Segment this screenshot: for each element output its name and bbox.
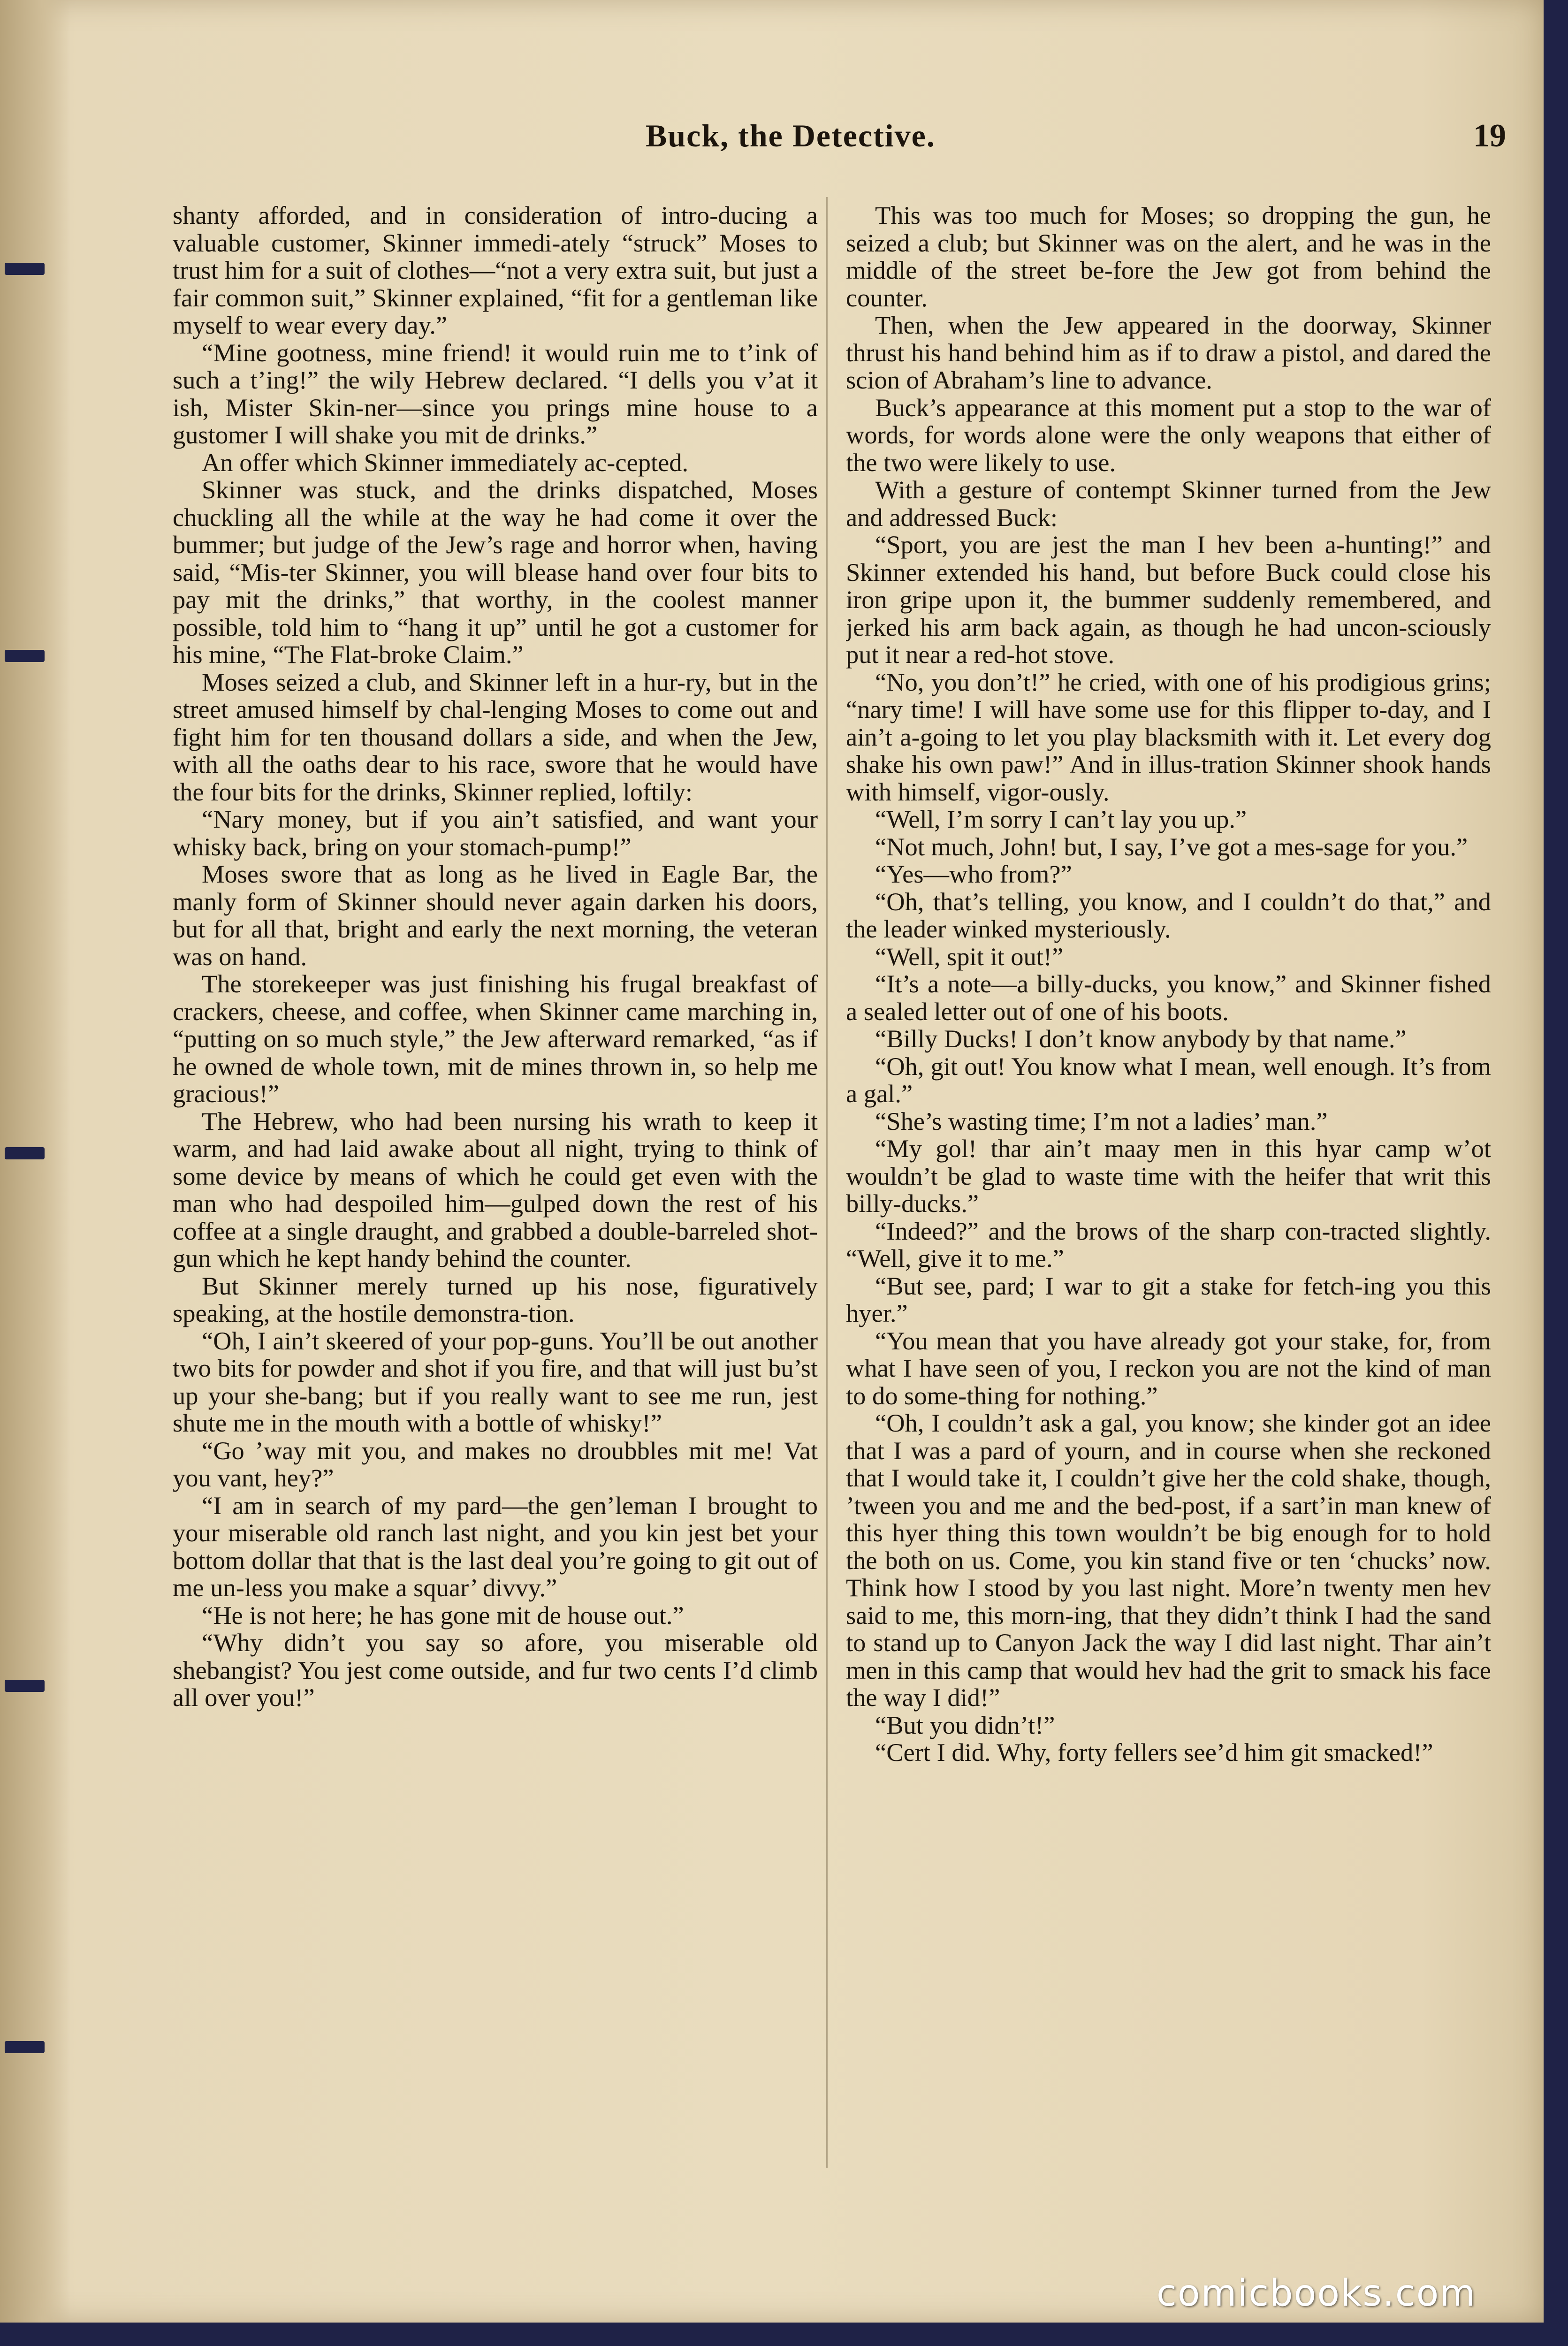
right-column — [846, 202, 1491, 2172]
paragraph: “You mean that you have already got your stake, for, from what I have seen of you, I reckon you are not the kind of man to do some-thing for nothing.” — [846, 1326, 1491, 1410]
paragraph: “Nary money, but if you ain’t satisfied, and want your whisky back, bring on your stomach-pump!” — [173, 805, 818, 861]
paragraph: The Hebrew, who had been nursing his wrath to keep it warm, and had laid awake about all night, trying to think of some device by means of which he could get even with the man who had despoiled him—gulped down the rest of his coffee at a single draught, and grabbed a double-barreled shot-gun which he kept handy behind the counter. — [173, 1106, 818, 1272]
paragraph: “Oh, git out! You know what I mean, well enough. It’s from a gal.” — [846, 1051, 1491, 1108]
paragraph: “But you didn’t!” — [875, 1710, 1055, 1739]
paragraph: Moses swore that as long as he lived in Eagle Bar, the manly form of Skinner should never again darken his doors, but for all that, bright and early the next morning, the veteran was on hand. — [173, 860, 818, 971]
paragraph: “Billy Ducks! I don’t know anybody by that name.” — [875, 1024, 1407, 1053]
binding-stitch — [5, 1680, 45, 1692]
running-title: Buck, the Detective. — [646, 118, 936, 153]
paragraph: “Oh, I ain’t skeered of your pop-guns. You’ll be out another two bits for powder and shot if you fire, and that will just bu’st up your she-bang; but if you really want to see me run, jest shute me in the mouth with a bottle of whisky!” — [173, 1326, 818, 1437]
paragraph: “Yes—who from?” — [875, 860, 1072, 888]
left-column — [173, 202, 818, 2172]
paragraph: “Oh, that’s telling, you know, and I couldn’t do that,” and the leader winked mysteriously. — [846, 887, 1491, 943]
paragraph: An offer which Skinner immediately ac-cepted. — [202, 448, 689, 477]
paragraph: “But see, pard; I war to git a stake for fetch-ing you this hyer.” — [846, 1271, 1491, 1327]
paragraph: “Indeed?” and the brows of the sharp con-tracted slightly. “Well, give it to me.” — [846, 1216, 1491, 1272]
binding-stitch — [5, 263, 45, 275]
paragraph: But Skinner merely turned up his nose, figuratively speaking, at the hostile demonstra-tion. — [173, 1271, 818, 1327]
paragraph: With a gesture of contempt Skinner turned from the Jew and addressed Buck: — [846, 475, 1491, 532]
paragraph: Then, when the Jew appeared in the doorway, Skinner thrust his hand behind him as if to draw a pistol, and dared the scion of Abraham’s line to advance. — [846, 311, 1491, 394]
paragraph: “Well, spit it out!” — [875, 942, 1064, 971]
paragraph: Moses seized a club, and Skinner left in a hur-ry, but in the street amused himself by chal-lenging Moses to come out and fight him for ten thousand dollars a side, and when the Jew, with all the oaths dear to his race, swore that he would have the four bits for the drinks, Skinner replied, loftily: — [173, 667, 818, 806]
paragraph: “Not much, John! but, I say, I’ve got a mes-sage for you.” — [875, 832, 1468, 861]
paragraph: “Cert I did. Why, forty fellers see’d him git smacked!” — [875, 1738, 1433, 1767]
paragraph: The storekeeper was just finishing his frugal breakfast of crackers, cheese, and coffee, when Skinner came marching in, “putting on so much style,” the Jew afterward remarked, “as if he owned de whole town, mit de mines thrown in, so help me gracious!” — [173, 969, 818, 1108]
running-header — [169, 117, 1506, 164]
column-rule — [826, 197, 828, 2168]
page-number: 19 — [1473, 118, 1506, 154]
watermark: comicbooks.com — [1157, 2272, 1477, 2315]
paragraph: Skinner was stuck, and the drinks dispatched, Moses chuckling all the while at the way he had come it over the bummer; but judge of the Jew’s rage and horror when, having said, “Mis-ter Skinner, you will blease hand over four bits to pay mit the drinks,” that worthy, in the coolest manner possible, told him to “hang it up” until he got a customer for his mine, “The Flat-broke Claim.” — [173, 475, 818, 669]
binding-stitch — [5, 650, 45, 662]
paragraph: “Go ’way mit you, and makes no droubbles mit me! Vat you vant, hey?” — [173, 1436, 818, 1492]
paragraph: shanty afforded, and in consideration of intro-ducing a valuable customer, Skinner immedi-ately “struck” Moses to trust him for a suit of clothes—“not a very extra suit, but just a fair common suit,” Skinner explained, “fit for a gentleman like myself to wear every day.” — [173, 202, 818, 339]
paragraph: “Why didn’t you say so afore, you miserable old shebangist? You jest come outside, and fur two cents I’d climb all over you!” — [173, 1628, 818, 1712]
paragraph: “She’s wasting time; I’m not a ladies’ man.” — [875, 1106, 1328, 1135]
paragraph: “Oh, I couldn’t ask a gal, you know; she kinder got an idee that I was a pard of yourn, and in course when she reckoned that I would take it, I couldn’t give her the cold shake, though, ’tween you and me and the bed-post, if a sart’in man knew of this hyer thing this town wouldn’t be big enough for to hold the both on us. Come, you kin stand five or ten ‘chucks’ now. Think how I stood by you last night. More’n twenty men hev said to me, this morn-ing, that they didn’t think I had the sand to stand up to Canyon Jack the way I did last night. Thar ain’t men in this camp that would hev had the grit to smack his face the way I did!” — [846, 1409, 1491, 1712]
paragraph: This was too much for Moses; so dropping the gun, he seized a club; but Skinner was on the alert, and he was in the middle of the street be-fore the Jew got from behind the counter. — [846, 202, 1491, 312]
paragraph: “Sport, you are jest the man I hev been a-hunting!” and Skinner extended his hand, but before Buck could close his iron gripe upon it, the bummer suddenly remembered, and jerked his arm back again, as though he had uncon-sciously put it near a red-hot stove. — [846, 530, 1491, 669]
paragraph: “My gol! thar ain’t maay men in this hyar camp w’ot wouldn’t be glad to waste time with the heifer that writ this billy-ducks.” — [846, 1134, 1491, 1218]
binding-stitch — [5, 1147, 45, 1159]
paragraph: “It’s a note—a billy-ducks, you know,” and Skinner fished a sealed letter out of one of his boots. — [846, 969, 1491, 1026]
binding-edge — [0, 0, 70, 2323]
paragraph: Buck’s appearance at this moment put a stop to the war of words, for words alone were the only weapons that either of the two were likely to use. — [846, 393, 1491, 477]
paragraph: “I am in search of my pard—the gen’leman I brought to your miserable old ranch last night, and you kin jest bet your bottom dollar that that is the last deal you’re going to git out of me un-less you make a squar’ divvy.” — [173, 1491, 818, 1602]
paragraph: “Mine gootness, mine friend! it would ruin me to t’ink of such a t’ing!” the wily Hebrew declared. “I dells you v’at it ish, Mister Skin-ner—since you prings mine house to a gustomer I will shake you mit de drinks.” — [173, 338, 818, 449]
binding-stitch — [5, 2041, 45, 2053]
paragraph: “He is not here; he has gone mit de house out.” — [202, 1600, 684, 1630]
paragraph: “No, you don’t!” he cried, with one of his prodigious grins; “nary time! I will have some use for this flipper to-day, and I ain’t a-going to let you play blacksmith with it. Let every dog shake his own paw!” And in illus-tration Skinner shook hands with himself, vigor-ously. — [846, 667, 1491, 806]
paragraph: “Well, I’m sorry I can’t lay you up.” — [875, 805, 1247, 833]
